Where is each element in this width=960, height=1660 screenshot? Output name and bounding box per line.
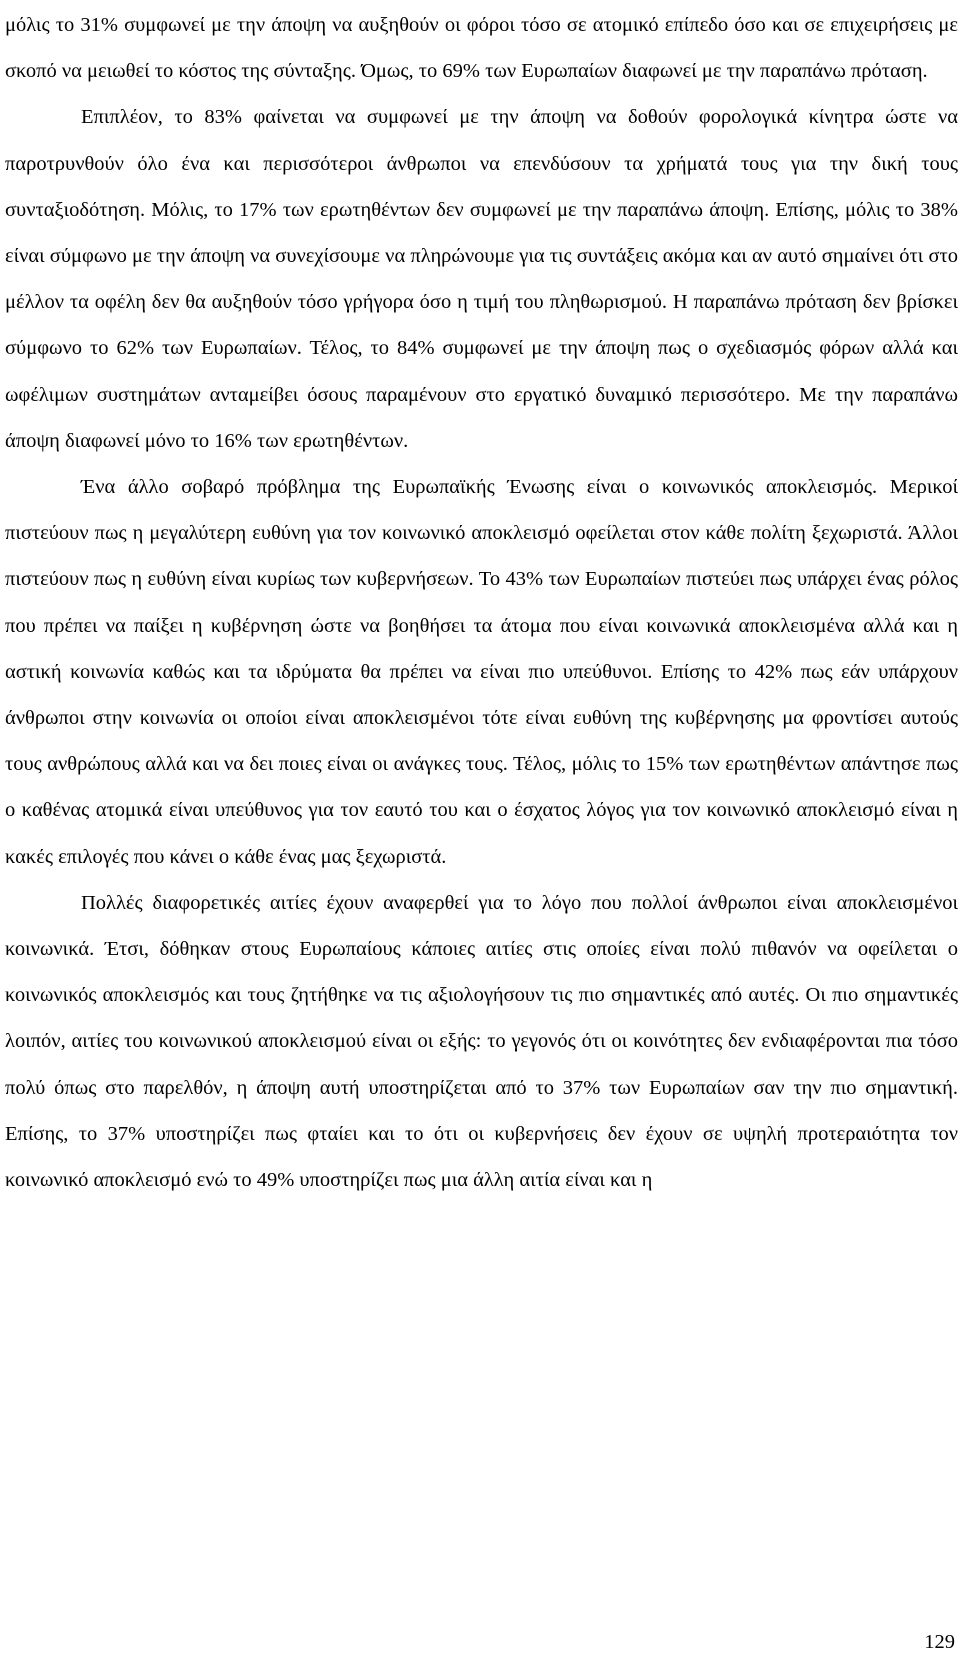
paragraph-tax-incentives: Επιπλέον, το 83% φαίνεται να συμφωνεί με την άποψη να δοθούν φορολογικά κίνητρα ώστε να παροτρυνθούν όλο ένα και περισσότεροι άνθρωποι να επενδύσουν τα χρήματά τους για την δική τους συνταξιοδότηση. Μόλις, το 17% των ερωτηθέντων δεν συμφωνεί με την παραπάνω άποψη. Επίσης, μόλις το 38% είναι σύμφωνο με την άποψη να συνεχίσουμε να πληρώνουμε για τις συντάξεις ακόμα και αν αυτό σημαίνει ότι στο μέλλον τα οφέλη δεν θα αυξηθούν τόσο γρήγορα όσο η τιμή του πληθωρισμού. Η παραπάνω πρόταση δεν βρίσκει σύμφωνο το 62% των Ευρωπαίων. Τέλος, το 84% συμφωνεί με την άποψη πως ο σχεδιασμός φόρων αλλά και ωφέλιμων συστημάτων ανταμείβει όσους παραμένουν στο εργατικό δυναμικό περισσότερο. Με την παραπάνω άποψη διαφωνεί μόνο το 16% των ερωτηθέντων. [5, 106, 958, 452]
paragraph-continued: μόλις το 31% συμφωνεί με την άποψη να αυξηθούν οι φόροι τόσο σε ατομικό επίπεδο όσο και σε επιχειρήσεις με σκοπό να μειωθεί το κόστος της σύνταξης. Όμως, το 69% των Ευρωπαίων διαφωνεί με την παραπάνω πρόταση. [5, 14, 958, 83]
paragraph-exclusion-causes: Πολλές διαφορετικές αιτίες έχουν αναφερθεί για το λόγο που πολλοί άνθρωποι είναι αποκλεισμένοι κοινωνικά. Έτσι, δόθηκαν στους Ευρωπαίους κάποιες αιτίες στις οποίες είναι πολύ πιθανόν να οφείλεται ο κοινωνικός αποκλεισμός και τους ζητήθηκε να τις αξιολογήσουν τις πιο σημαντικές από αυτές. Οι πιο σημαντικές λοιπόν, αιτίες του κοινωνικού αποκλεισμού είναι οι εξής: το γεγονός ότι οι κοινότητες δεν ενδιαφέρονται πια τόσο πολύ όπως στο παρελθόν, η άποψη αυτή υποστηρίζεται από το 37% των Ευρωπαίων σαν την πιο σημαντική. Επίσης, το 37% υποστηρίζει πως φταίει και το ότι οι κυβερνήσεις δεν έχουν σε υψηλή προτεραιότητα τον κοινωνικό αποκλεισμό ενώ το 49% υποστηρίζει πως μια άλλη αιτία είναι και η [5, 891, 958, 1192]
page-number: 129 [924, 1631, 955, 1653]
paragraph-social-exclusion: Ένα άλλο σοβαρό πρόβλημα της Ευρωπαϊκής Ένωσης είναι ο κοινωνικός αποκλεισμός. Μερικοί πιστεύουν πως η μεγαλύτερη ευθύνη για τον κοινωνικό αποκλεισμό οφείλεται στον κάθε πολίτη ξεχωριστά. Άλλοι πιστεύουν πως η ευθύνη είναι κυρίως των κυβερνήσεων. Το 43% των Ευρωπαίων πιστεύει πως υπάρχει ένας ρόλος που πρέπει να παίξει η κυβέρνηση ώστε να βοηθήσει τα άτομα που είναι κοινωνικά αποκλεισμένα αλλά και η αστική κοινωνία καθώς και τα ιδρύματα θα πρέπει να είναι πιο υπεύθυνοι. Επίσης το 42% πως εάν υπάρχουν άνθρωποι στην κοινωνία οι οποίοι είναι αποκλεισμένοι τότε είναι ευθύνη της κυβέρνησης μα φροντίσει αυτούς τους ανθρώπους αλλά και να δει ποιες είναι οι ανάγκες τους. Τέλος, μόλις το 15% των ερωτηθέντων απάντησε πως ο καθένας ατομικά είναι υπεύθυνος για τον εαυτό του και ο έσχατος λόγος για τον κοινωνικό αποκλεισμό είναι η κακές επιλογές που κάνει ο κάθε ένας μας ξεχωριστά. [5, 476, 958, 868]
body-text [5, 2, 958, 1203]
